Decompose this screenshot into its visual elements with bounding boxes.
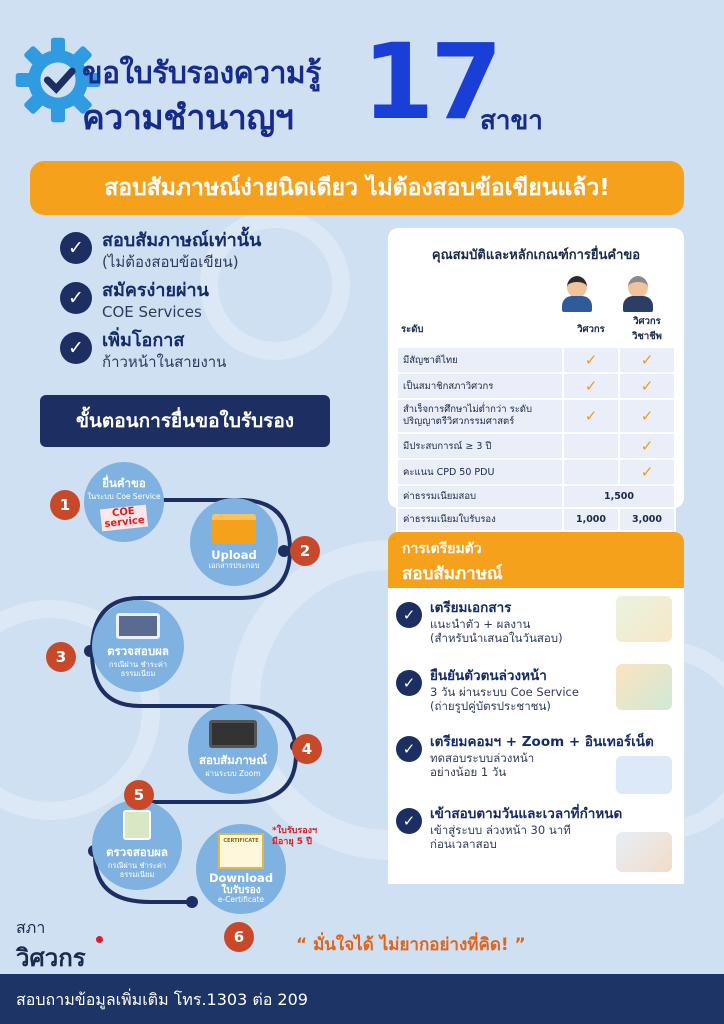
check-cell	[563, 459, 619, 485]
benefit-item	[60, 280, 209, 321]
step-subtitle-line1: ใบรับรอง	[221, 884, 261, 896]
certificate-label: CERTIFICATE	[223, 837, 259, 844]
benefit-subtitle: ก้าวหน้าในสายงาน	[102, 352, 227, 371]
prep-sub1: 3 วัน ผ่านระบบ Coe Service	[430, 684, 579, 699]
prep-sub2: ก่อนเวลาสอบ	[430, 837, 497, 852]
steps-section-title: ขั้นตอนการยื่นขอใบรับรอง	[40, 395, 330, 447]
step-number: 3	[46, 642, 76, 672]
council-logo-line1: สภา	[16, 918, 46, 937]
check-cell: ✓	[619, 399, 675, 433]
row-label: คะแนน CPD 50 PDU	[397, 459, 563, 485]
benefit-title: สมัครง่ายผ่าน	[102, 280, 209, 301]
qualification-table	[396, 312, 676, 532]
page-title-line1: ขอใบรับรองความรู้	[82, 56, 321, 91]
check-icon: ✓	[60, 282, 92, 314]
prep-title: เตรียมคอมฯ + Zoom + อินเทอร์เน็ต	[430, 734, 654, 750]
preparation-header-line2: สอบสัมภาษณ์	[402, 564, 503, 584]
prep-sub2: (ถ่ายรูปคู่บัตรประชาชน)	[430, 699, 551, 714]
preparation-list	[388, 588, 684, 884]
benefit-title: สอบสัมภาษณ์เท่านั้น	[102, 230, 262, 251]
step-number: 4	[292, 734, 322, 764]
step-title: Upload	[211, 547, 257, 562]
prep-title: ยืนยันตัวตนล่วงหน้า	[430, 668, 547, 684]
path-dot	[186, 896, 198, 908]
table-row	[397, 373, 675, 399]
step-title: ยื่นคำขอ	[102, 475, 146, 490]
presentation-illustration	[616, 596, 672, 642]
check-cell: ✓	[619, 459, 675, 485]
contact-footer: สอบถามข้อมูลเพิ่มเติม โทร.1303 ต่อ 209	[0, 974, 724, 1024]
branch-count-unit: สาขา	[480, 106, 543, 136]
check-icon: ✓	[396, 602, 422, 628]
row-label: มีสัญชาติไทย	[397, 347, 563, 373]
zoom-illustration	[616, 756, 672, 794]
branch-count-number: 17	[362, 21, 499, 143]
id-verification-illustration	[616, 664, 672, 710]
check-cell: ✓	[563, 373, 619, 399]
step-title: ตรวจสอบผล	[106, 845, 168, 860]
table-row	[397, 459, 675, 485]
check-cell: ✓	[619, 373, 675, 399]
check-cell: ✓	[563, 347, 619, 373]
benefit-item	[60, 230, 261, 271]
check-icon: ✓	[396, 808, 422, 834]
meeting-illustration	[616, 832, 672, 872]
certificate-validity-note: *ใบรับรองฯ มีอายุ 5 ปี	[272, 826, 318, 847]
row-label: เป็นสมาชิกสภาวิศวกร	[397, 373, 563, 399]
prep-sub2: (สำหรับนำเสนอในวันสอบ)	[430, 631, 563, 646]
step-number: 1	[50, 490, 80, 520]
benefit-title: เพิ่มโอกาส	[102, 330, 185, 351]
path-dot	[278, 545, 290, 557]
check-cell: ✓	[563, 399, 619, 433]
row-label: สำเร็จการศึกษาไม่ต่ำกว่า ระดับปริญญาตรีวิศวกรรมศาสตร์	[397, 399, 563, 433]
col-engineer-header: วิศวกร	[577, 323, 605, 335]
document-check-icon	[123, 810, 151, 840]
cert-fee-engineer: 1,000	[563, 508, 619, 531]
cert-fee-professional: 3,000	[619, 508, 675, 531]
step-1-node	[84, 462, 164, 542]
qualification-card	[388, 228, 684, 525]
prep-sub1: แนะนำตัว + ผลงาน	[430, 616, 531, 631]
engineer-avatar	[560, 274, 594, 312]
certificate-icon	[218, 833, 264, 869]
prep-sub2: อย่างน้อย 1 วัน	[430, 765, 507, 780]
col-professional-header: วิศวกรวิชาชีพ	[632, 316, 662, 342]
prep-item	[396, 600, 563, 646]
prep-sub1: เข้าสู่ระบบ ล่วงหน้า 30 นาที	[430, 822, 571, 837]
step-subtitle: กรณีผ่าน ชำระค่าธรรมเนียม	[108, 660, 168, 678]
check-icon: ✓	[396, 736, 422, 762]
col-level-header: ระดับ	[401, 323, 424, 335]
benefit-item	[60, 330, 226, 371]
step-4-node	[188, 704, 278, 794]
check-cell	[563, 433, 619, 459]
table-row	[397, 433, 675, 459]
check-cell: ✓	[619, 347, 675, 373]
logo-red-dot	[96, 936, 103, 943]
check-cell: ✓	[619, 433, 675, 459]
step-2-node	[190, 498, 278, 586]
step-number: 6	[224, 922, 254, 952]
prep-title: เข้าสอบตามวันและเวลาที่กำหนด	[430, 806, 623, 822]
step-subtitle-line2: e-Certificate	[217, 895, 265, 905]
table-row	[397, 508, 675, 531]
page-title-line2: ความชำนาญฯ	[82, 98, 294, 138]
video-call-icon	[209, 720, 257, 748]
prep-sub1: ทดสอบระบบล่วงหน้า	[430, 750, 535, 765]
row-label: มีประสบการณ์ ≥ 3 ปี	[397, 433, 563, 459]
step-5-node	[92, 800, 182, 890]
step-3-node	[92, 600, 184, 692]
benefit-subtitle: (ไม่ต้องสอบข้อเขียน)	[102, 252, 239, 271]
check-icon: ✓	[60, 232, 92, 264]
step-subtitle: กรณีผ่าน ชำระค่าธรรมเนียม	[107, 861, 167, 879]
preparation-header-line1: การเตรียมตัว	[402, 541, 482, 557]
table-row	[397, 347, 675, 373]
check-icon: ✓	[60, 332, 92, 364]
laptop-icon	[116, 613, 160, 639]
preparation-header	[388, 532, 684, 588]
row-label: ค่าธรรมเนียมใบรับรอง	[397, 508, 563, 531]
coe-service-badge: COE service	[100, 505, 148, 532]
step-number: 2	[290, 536, 320, 566]
table-row	[397, 399, 675, 433]
prep-title: เตรียมเอกสาร	[430, 600, 512, 616]
step-title: สอบสัมภาษณ์	[198, 752, 268, 767]
step-title: ตรวจสอบผล	[107, 644, 169, 659]
folder-icon	[212, 514, 256, 544]
professional-engineer-avatar	[621, 274, 655, 312]
step-subtitle: ผ่านระบบ Zoom	[205, 768, 261, 778]
step-subtitle: เอกสารประกอบ	[208, 560, 260, 570]
exam-fee-value: 1,500	[563, 485, 675, 508]
row-label: ค่าธรรมเนียมสอบ	[397, 485, 563, 508]
qualification-title: คุณสมบัติและหลักเกณฑ์การยื่นคำขอ	[431, 248, 641, 263]
prep-item	[396, 668, 579, 714]
headline-banner: สอบสัมภาษณ์ง่ายนิดเดียว ไม่ต้องสอบข้อเขียนแล้ว!	[30, 161, 684, 215]
step-title: Download	[208, 870, 274, 885]
step-subtitle: ในระบบ Coe Service	[87, 491, 161, 501]
step-number: 5	[124, 780, 154, 810]
benefit-subtitle: COE Services	[102, 302, 202, 321]
table-row	[397, 485, 675, 508]
council-logo-line2: วิศวกร	[16, 944, 86, 972]
slogan-quote: “ มั่นใจได้ ไม่ยากอย่างที่คิด! ”	[296, 935, 526, 955]
prep-item	[396, 806, 622, 852]
check-icon: ✓	[396, 670, 422, 696]
